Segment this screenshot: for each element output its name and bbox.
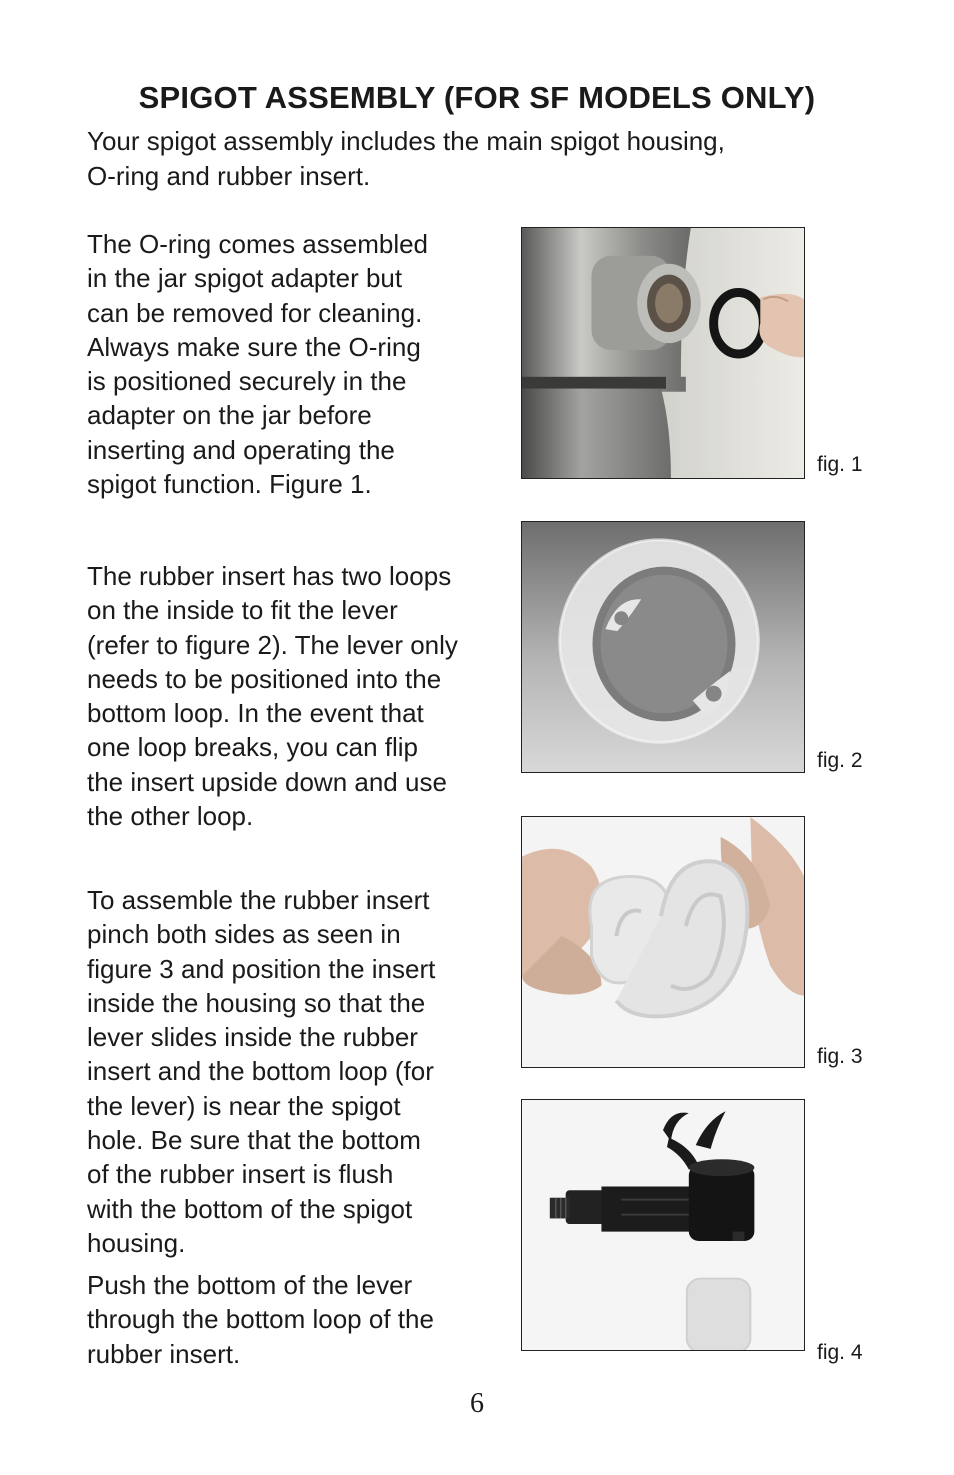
text-line: bottom loop. In the event that xyxy=(87,698,424,729)
rubber-insert-paragraph xyxy=(87,559,458,833)
oring-paragraph xyxy=(87,227,428,501)
text-line: The O-ring comes assembled xyxy=(87,229,429,259)
text-line: can be removed for cleaning. xyxy=(87,297,423,328)
text-line: the other loop. xyxy=(87,801,254,832)
figure-4-spigot-housing-photo xyxy=(521,1099,805,1351)
text-line: Always make sure the O-ring xyxy=(87,331,421,362)
text-line: pinch both sides as seen in xyxy=(87,919,401,950)
text-line: rubber insert. xyxy=(87,1338,241,1369)
figure-3-pinch-insert-photo xyxy=(521,816,805,1068)
page-number: 6 xyxy=(470,1388,484,1419)
text-line: To assemble the rubber insert xyxy=(87,885,430,915)
figure-2-rubber-insert-photo xyxy=(521,521,805,773)
figure-1-caption: fig. 1 xyxy=(817,453,863,476)
text-line: on the inside to fit the lever xyxy=(87,595,398,626)
text-line: of the rubber insert is flush xyxy=(87,1159,394,1190)
text-line: spigot function. Figure 1. xyxy=(87,469,372,500)
text-line: (refer to figure 2). The lever only xyxy=(87,629,458,660)
text-line: inserting and operating the xyxy=(87,434,395,465)
intro-line: Your spigot assembly includes the main spigot housing, xyxy=(87,126,725,156)
text-line: Push the bottom of the lever xyxy=(87,1270,413,1300)
text-line: housing. xyxy=(87,1227,186,1258)
text-line: adapter on the jar before xyxy=(87,400,372,431)
page-title: SPIGOT ASSEMBLY (FOR SF MODELS ONLY) xyxy=(138,80,816,115)
text-line: insert and the bottom loop (for xyxy=(87,1056,434,1087)
intro-line: O-ring and rubber insert. xyxy=(87,161,371,191)
text-line: lever slides inside the rubber xyxy=(87,1022,418,1053)
text-line: with the bottom of the spigot xyxy=(87,1193,413,1224)
figure-4-caption: fig. 4 xyxy=(817,1341,863,1364)
text-line: figure 3 and position the insert xyxy=(87,953,436,984)
text-line: in the jar spigot adapter but xyxy=(87,263,403,294)
figure-2-caption: fig. 2 xyxy=(817,749,863,772)
figure-3-caption: fig. 3 xyxy=(817,1045,863,1068)
figure-1-oring-photo xyxy=(521,227,805,479)
text-line: through the bottom loop of the xyxy=(87,1304,434,1335)
text-line: The rubber insert has two loops xyxy=(87,561,452,591)
push-lever-paragraph xyxy=(87,1268,434,1371)
text-line: is positioned securely in the xyxy=(87,366,407,397)
text-line: hole. Be sure that the bottom xyxy=(87,1125,421,1156)
intro-paragraph xyxy=(87,124,847,194)
text-line: needs to be positioned into the xyxy=(87,663,442,694)
text-line: the insert upside down and use xyxy=(87,766,447,797)
text-line: the lever) is near the spigot xyxy=(87,1090,401,1121)
text-line: one loop breaks, you can flip xyxy=(87,732,418,763)
text-line: inside the housing so that the xyxy=(87,987,426,1018)
assemble-paragraph xyxy=(87,883,435,1260)
